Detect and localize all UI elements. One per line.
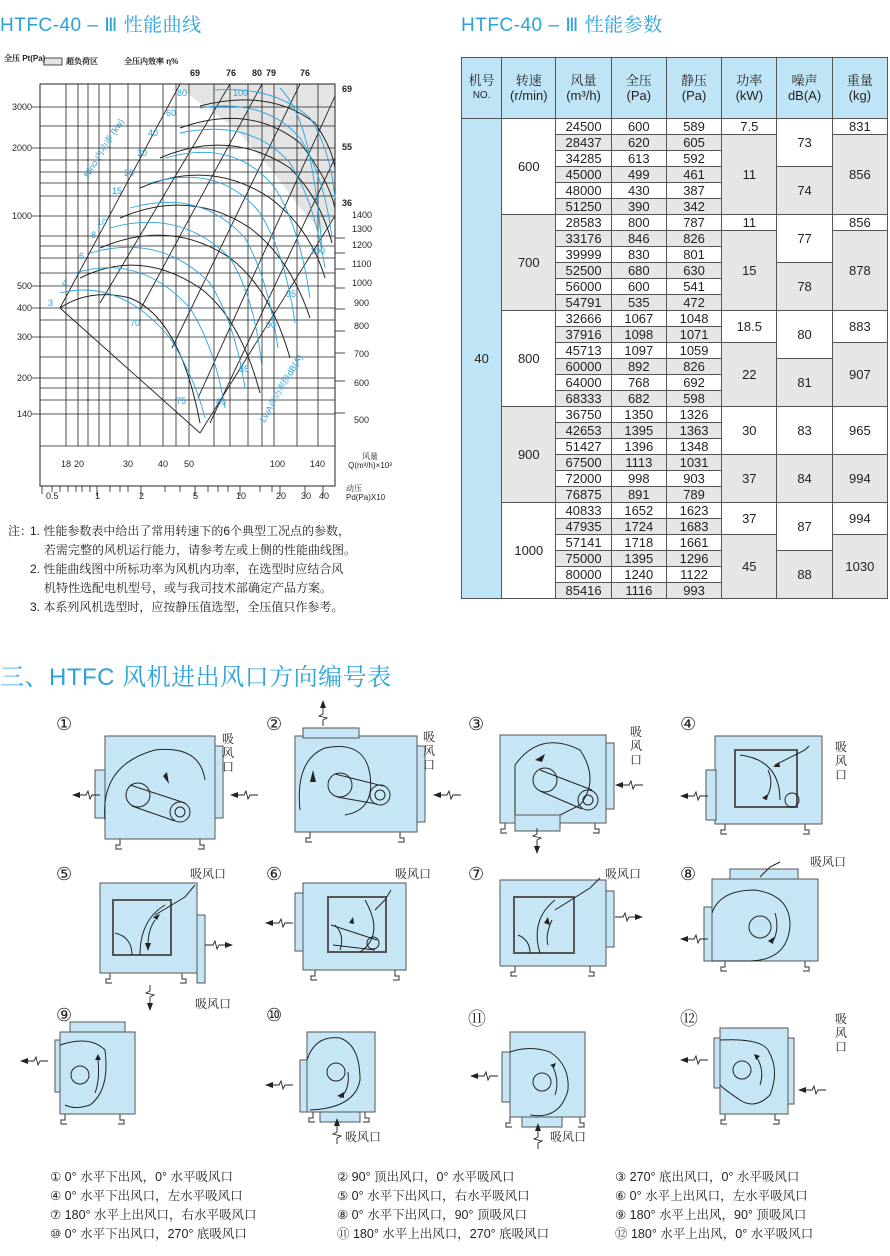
value-cell: 1122 <box>666 567 721 583</box>
legend-item-10: ⑩ 0° 水平下出风口，270° 底吸风口 <box>50 1227 247 1241</box>
value-cell: 1071 <box>666 327 721 343</box>
fan-unit-icon <box>265 700 465 850</box>
x-axis-label: 风量 Q(m³/h)×10³ <box>348 452 392 470</box>
value-cell: 1652 <box>611 503 666 519</box>
legend-item-11: ⑪ 180° 水平上出风口，270° 底吸风口 <box>337 1227 550 1241</box>
value-cell: 52500 <box>556 263 611 279</box>
value-cell: 45713 <box>556 343 611 359</box>
value-cell: 1661 <box>666 535 721 551</box>
value-cell: 620 <box>611 135 666 151</box>
inlet-label: 吸风口 <box>195 997 232 1011</box>
fan-unit-icon <box>500 705 700 855</box>
value-cell: 682 <box>611 391 666 407</box>
value-cell: 68333 <box>556 391 611 407</box>
noise-cell: 84 <box>777 455 832 503</box>
legend-item-8: ⑧ 0° 水平下出风口，90° 顶吸风口 <box>337 1208 527 1222</box>
inlet-label: 吸 风 口 <box>835 740 848 782</box>
value-cell: 24500 <box>556 119 611 135</box>
value-cell: 42653 <box>556 423 611 439</box>
power-cell: 11 <box>722 215 777 231</box>
power-cell: 30 <box>722 407 777 455</box>
col-weight: 重量 (kg) <box>832 58 887 119</box>
value-cell: 605 <box>666 135 721 151</box>
fan-unit-icon <box>680 865 880 1015</box>
fan-unit-icon <box>265 865 465 1015</box>
value-cell: 51250 <box>556 199 611 215</box>
value-cell: 600 <box>611 279 666 295</box>
value-cell: 1623 <box>666 503 721 519</box>
value-cell: 430 <box>611 183 666 199</box>
value-cell: 1350 <box>611 407 666 423</box>
value-cell: 1059 <box>666 343 721 359</box>
diagram-number: ④ <box>680 714 697 734</box>
value-cell: 390 <box>611 199 666 215</box>
weight-cell: 878 <box>832 231 887 311</box>
col-total-pressure: 全压 (Pa) <box>611 58 666 119</box>
value-cell: 630 <box>666 263 721 279</box>
diagram-number: ⑫ <box>680 1009 698 1029</box>
rpm-cell: 700 <box>502 215 556 311</box>
value-cell: 1240 <box>611 567 666 583</box>
legend-item-9: ⑨ 180° 水平上出风，90° 顶吸风口 <box>615 1208 807 1222</box>
power-axis-label: Nino 内功率 (kw) <box>81 116 126 180</box>
value-cell: 787 <box>666 215 721 231</box>
value-cell: 76875 <box>556 487 611 503</box>
legend-item-5: ⑤ 0° 水平下出风口，右水平吸风口 <box>337 1189 530 1203</box>
curve-title: HTFC-40 – Ⅲ 性能曲线 <box>0 15 202 36</box>
value-cell: 33176 <box>556 231 611 247</box>
diagram-number: ⑦ <box>468 864 485 884</box>
weight-cell: 856 <box>832 135 887 215</box>
table-row <box>462 311 888 327</box>
value-cell: 85416 <box>556 583 611 599</box>
power-cell: 45 <box>722 535 777 599</box>
value-cell: 57141 <box>556 535 611 551</box>
value-cell: 1718 <box>611 535 666 551</box>
inlet-label: 吸 风 口 <box>423 730 436 772</box>
value-cell: 1098 <box>611 327 666 343</box>
diagram-number: ① <box>56 714 73 734</box>
inlet-label: 吸 风 口 <box>222 732 235 774</box>
inlet-label: 吸 风 口 <box>630 725 643 767</box>
col-rpm: 转速 (r/min) <box>502 58 556 119</box>
value-cell: 387 <box>666 183 721 199</box>
legend-item-2: ② 90° 顶出风口，0° 水平吸风口 <box>337 1170 515 1184</box>
value-cell: 541 <box>666 279 721 295</box>
value-cell: 37916 <box>556 327 611 343</box>
y-axis-label: 全压 Pt(Pa) <box>4 54 46 63</box>
legend-overload: 超负荷区 <box>66 57 98 66</box>
value-cell: 1683 <box>666 519 721 535</box>
col-power: 功率 (kW) <box>722 58 777 119</box>
note-2: 2. 性能曲线图中所标功率为风机内功率，在选型时应结合风 <box>30 562 344 576</box>
inlet-label: 吸风口 <box>810 855 847 869</box>
power-cell: 22 <box>722 343 777 407</box>
value-cell: 789 <box>666 487 721 503</box>
noise-cell: 78 <box>777 263 832 311</box>
value-cell: 472 <box>666 295 721 311</box>
value-cell: 598 <box>666 391 721 407</box>
legend-efficiency: 全压内效率 η% <box>124 57 179 66</box>
noise-cell: 77 <box>777 215 832 263</box>
weight-cell: 907 <box>832 343 887 407</box>
value-cell: 768 <box>611 375 666 391</box>
value-cell: 613 <box>611 151 666 167</box>
chart-plot <box>0 48 400 518</box>
table-row <box>462 119 888 135</box>
value-cell: 39999 <box>556 247 611 263</box>
rpm-cell: 1000 <box>502 503 556 599</box>
value-cell: 60000 <box>556 359 611 375</box>
value-cell: 891 <box>611 487 666 503</box>
params-title: HTFC-40 – Ⅲ 性能参数 <box>461 15 663 36</box>
noise-cell: 80 <box>777 311 832 359</box>
value-cell: 826 <box>666 359 721 375</box>
value-cell: 1326 <box>666 407 721 423</box>
col-flow: 风量 (m³/h) <box>556 58 611 119</box>
fan-unit-icon <box>500 865 700 1015</box>
value-cell: 998 <box>611 471 666 487</box>
legend-item-3: ③ 270° 底出风口，0° 水平吸风口 <box>615 1170 800 1184</box>
value-cell: 680 <box>611 263 666 279</box>
diagram-number: ⑨ <box>56 1005 73 1025</box>
noise-cell: 74 <box>777 167 832 215</box>
value-cell: 589 <box>666 119 721 135</box>
col-noise: 噪声 dB(A) <box>777 58 832 119</box>
rpm-cell: 600 <box>502 119 556 215</box>
fan-unit-icon <box>60 865 260 1015</box>
value-cell: 499 <box>611 167 666 183</box>
inlet-label: 吸风口 <box>395 867 432 881</box>
diagram-number: ⑥ <box>266 864 283 884</box>
note-3: 3. 本系列风机选型时，应按静压值选型，全压值只作参考。 <box>30 600 344 614</box>
power-cell: 37 <box>722 503 777 535</box>
noise-cell: 81 <box>777 359 832 407</box>
noise-cell: 83 <box>777 407 832 455</box>
inlet-label: 吸风口 <box>550 1130 587 1144</box>
weight-cell: 994 <box>832 455 887 503</box>
value-cell: 801 <box>666 247 721 263</box>
value-cell: 830 <box>611 247 666 263</box>
noise-cell: 73 <box>777 119 832 167</box>
legend-item-1: ① 0° 水平下出风，0° 水平吸风口 <box>50 1170 234 1184</box>
value-cell: 36750 <box>556 407 611 423</box>
diagram-number: ② <box>266 714 283 734</box>
value-cell: 54791 <box>556 295 611 311</box>
value-cell: 903 <box>666 471 721 487</box>
value-cell: 28437 <box>556 135 611 151</box>
legend-item-6: ⑥ 0° 水平上出风口，左水平吸风口 <box>615 1189 808 1203</box>
value-cell: 846 <box>611 231 666 247</box>
diagram-number: ⑩ <box>266 1005 283 1025</box>
table-row <box>462 407 888 423</box>
weight-cell: 994 <box>832 503 887 535</box>
table-header-row <box>462 58 888 119</box>
weight-cell: 856 <box>832 215 887 231</box>
value-cell: 75000 <box>556 551 611 567</box>
weight-cell: 1030 <box>832 535 887 599</box>
value-cell: 342 <box>666 199 721 215</box>
value-cell: 64000 <box>556 375 611 391</box>
inlet-label: 吸风口 <box>605 867 642 881</box>
value-cell: 535 <box>611 295 666 311</box>
rpm-scale <box>335 216 345 486</box>
note-1: 1. 性能参数表中给出了常用转速下的6个典型工况点的参数， <box>30 524 351 538</box>
value-cell: 1116 <box>611 583 666 599</box>
value-cell: 28583 <box>556 215 611 231</box>
value-cell: 692 <box>666 375 721 391</box>
noise-axis-label: LwA声功率级dB(A) <box>257 352 305 424</box>
inlet-label: 吸风口 <box>190 867 227 881</box>
value-cell: 67500 <box>556 455 611 471</box>
noise-cell: 88 <box>777 551 832 599</box>
notes: 注： 1. 性能参数表中给出了常用转速下的6个典型工况点的参数， 若需完整的风机运行能力，请参考左或上侧的性能曲线图。 2. 性能曲线图中所标功率为风机内功率，在选型时应结合风 机特性选配电机型号，或与我司技术部确定产品方案。 3. 本系列风机选型时，应按静压值选型，全压值只作参考。 <box>8 522 356 617</box>
table-row <box>462 215 888 231</box>
noise-cell: 87 <box>777 503 832 551</box>
value-cell: 47935 <box>556 519 611 535</box>
legend-item-12: ⑫ 180° 水平上出风，0° 水平吸风口 <box>615 1227 814 1241</box>
value-cell: 1395 <box>611 423 666 439</box>
performance-table <box>461 57 888 599</box>
power-cell: 11 <box>722 135 777 215</box>
fan-unit-icon <box>60 1005 260 1155</box>
value-cell: 1363 <box>666 423 721 439</box>
diagram-number: ⑤ <box>56 864 73 884</box>
value-cell: 1296 <box>666 551 721 567</box>
value-cell: 600 <box>611 119 666 135</box>
value-cell: 1067 <box>611 311 666 327</box>
value-cell: 34285 <box>556 151 611 167</box>
legend-item-7: ⑦ 180° 水平上出风口，右水平吸风口 <box>50 1208 257 1222</box>
value-cell: 51427 <box>556 439 611 455</box>
value-cell: 1097 <box>611 343 666 359</box>
rpm-cell: 900 <box>502 407 556 503</box>
value-cell: 40833 <box>556 503 611 519</box>
col-model: 机号 NO. <box>462 58 502 119</box>
value-cell: 592 <box>666 151 721 167</box>
pd-axis-label: 动压 Pd(Pa)X10 <box>346 484 386 502</box>
rpm-cell: 800 <box>502 311 556 407</box>
power-cell: 15 <box>722 231 777 311</box>
inlet-label: 吸风口 <box>345 1130 382 1144</box>
value-cell: 80000 <box>556 567 611 583</box>
value-cell: 1113 <box>611 455 666 471</box>
value-cell: 1724 <box>611 519 666 535</box>
col-static-pressure: 静压 (Pa) <box>666 58 721 119</box>
value-cell: 56000 <box>556 279 611 295</box>
fan-unit-icon <box>680 1010 880 1160</box>
legend-item-4: ④ 0° 水平下出风口，左水平吸风口 <box>50 1189 243 1203</box>
weight-cell: 965 <box>832 407 887 455</box>
fan-unit-icon <box>680 710 880 860</box>
value-cell: 993 <box>666 583 721 599</box>
power-cell: 37 <box>722 455 777 503</box>
model-cell: 40 <box>462 119 502 599</box>
value-cell: 461 <box>666 167 721 183</box>
value-cell: 1348 <box>666 439 721 455</box>
value-cell: 826 <box>666 231 721 247</box>
performance-chart: 全压 Pt(Pa) 超负荷区 全压内效率 η% 69 76 80 79 76 69 55 36 3000 2000 1000 500 400 300 200 140 1400 1300 1200 1100 1000 900 800 700 600 500 18 20 30 40 50 100 140 风量 Q(m³/h)×10³ 0.5 1 2 5 10 20 30 40 动压 Pd(Pa)X10 3 4 6 8 10 15 20 30 40 60 80 100 Nino 内功率 (kw) 70 75 80 85 90 95 100 LwA声功率级dB(A) <box>0 48 400 518</box>
value-cell: 892 <box>611 359 666 375</box>
value-cell: 45000 <box>556 167 611 183</box>
power-cell: 7.5 <box>722 119 777 135</box>
value-cell: 800 <box>611 215 666 231</box>
weight-cell: 883 <box>832 311 887 343</box>
table-row <box>462 503 888 519</box>
diagram-number: ⑧ <box>680 864 697 884</box>
value-cell: 1031 <box>666 455 721 471</box>
inlet-label: 吸 风 口 <box>835 1012 848 1054</box>
diagram-number: ③ <box>468 714 485 734</box>
value-cell: 1396 <box>611 439 666 455</box>
value-cell: 1048 <box>666 311 721 327</box>
value-cell: 72000 <box>556 471 611 487</box>
weight-cell: 831 <box>832 119 887 135</box>
power-cell: 18.5 <box>722 311 777 343</box>
section-title: 三、HTFC 风机进出风口方向编号表 <box>0 664 392 691</box>
value-cell: 48000 <box>556 183 611 199</box>
diagram-number: ⑪ <box>468 1009 486 1029</box>
value-cell: 32666 <box>556 311 611 327</box>
value-cell: 1395 <box>611 551 666 567</box>
